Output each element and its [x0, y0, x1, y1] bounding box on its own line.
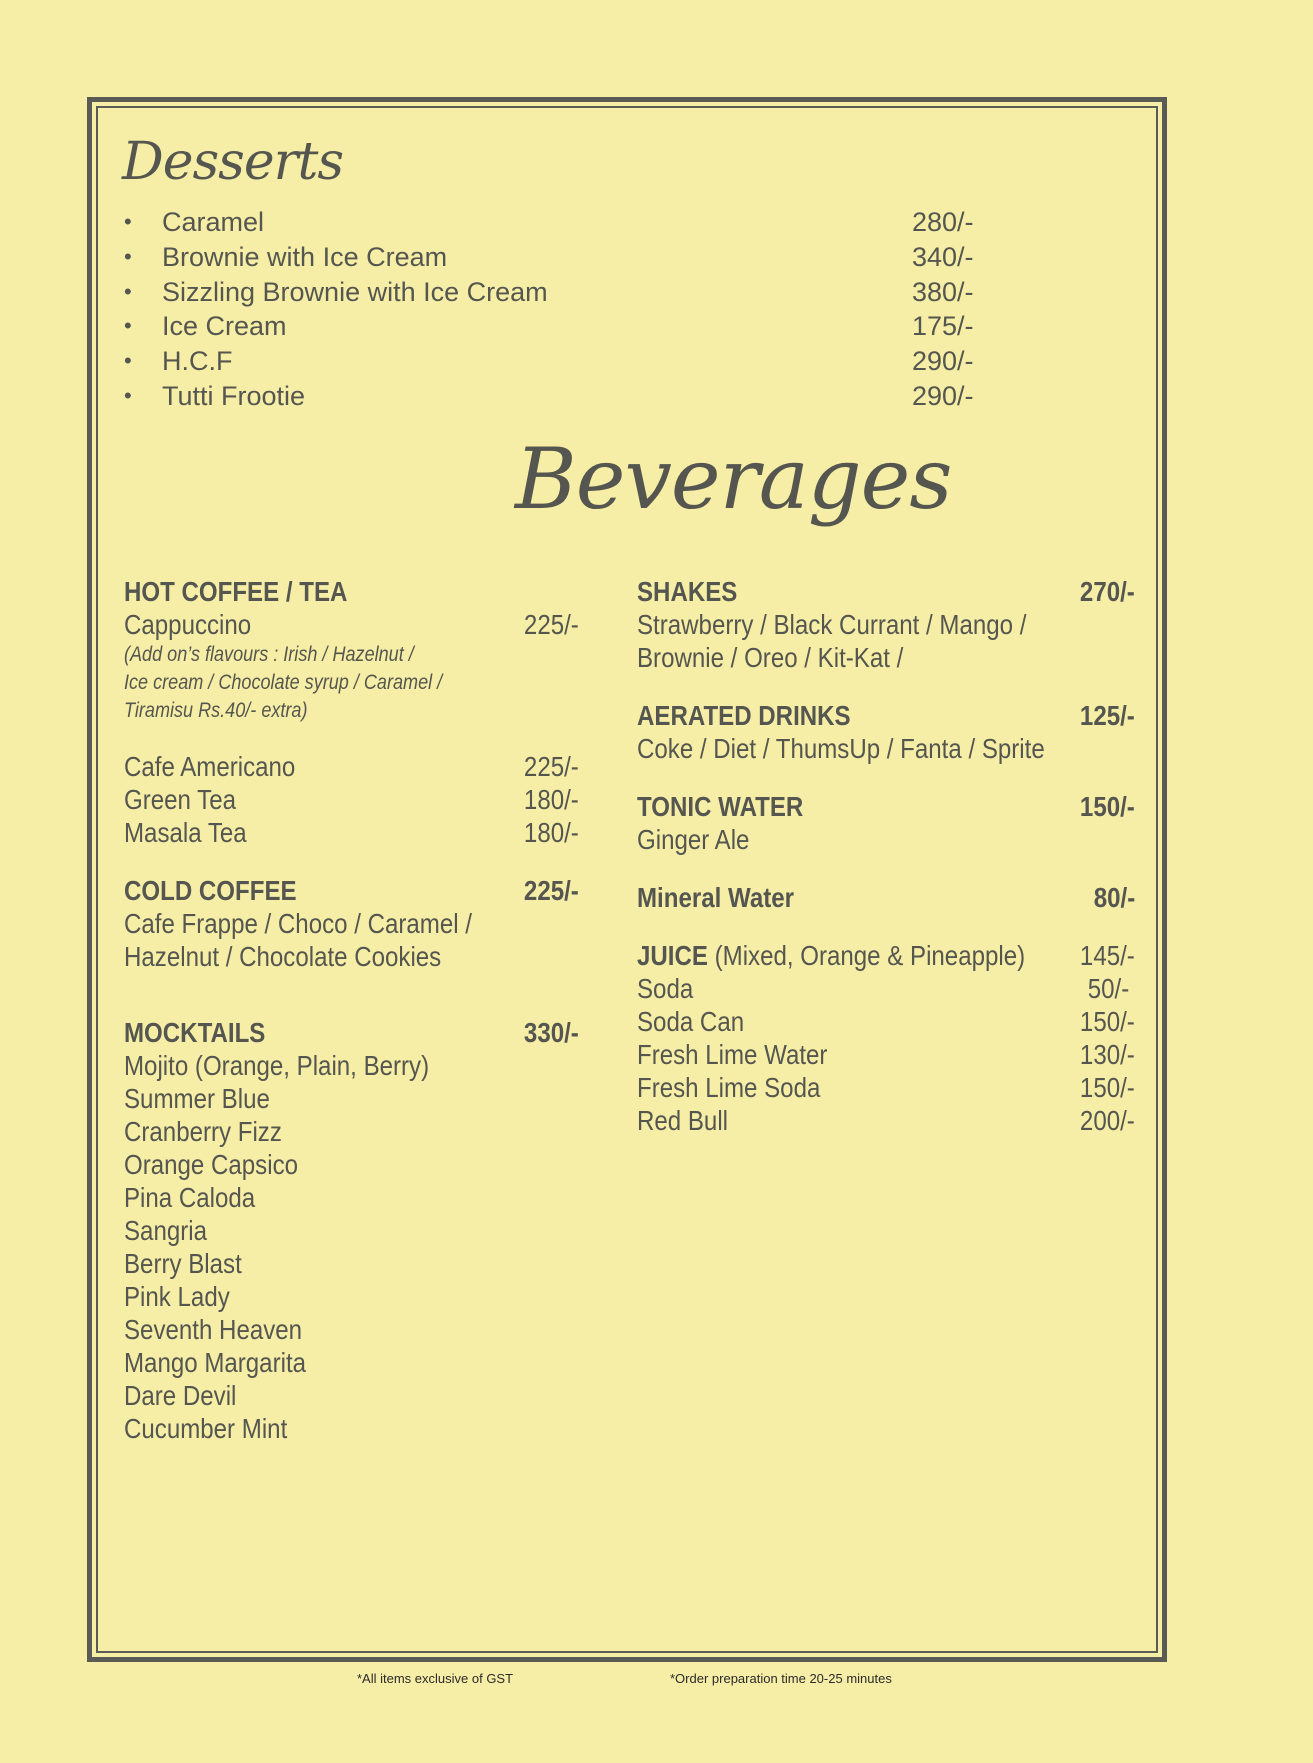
item-price: 225/- [524, 609, 579, 640]
list-item: Mojito (Orange, Plain, Berry) [124, 1050, 430, 1081]
beverages-title: Beverages [515, 430, 952, 528]
dessert-name: Sizzling Brownie with Ice Cream [162, 276, 548, 307]
list-item [124, 344, 984, 379]
menu-row: Strawberry / Black Currant / Mango / [637, 609, 1027, 640]
desserts-title: Desserts [122, 132, 344, 192]
bullet-icon: • [124, 209, 132, 234]
bullet-icon: • [124, 348, 132, 374]
item-price: 150/- [1080, 1006, 1135, 1037]
section-price: 150/- [1080, 791, 1135, 822]
section-heading-tonic: TONIC WATER 150/- [637, 791, 1135, 822]
section-heading-aerated: AERATED DRINKS 125/- [637, 700, 1135, 731]
list-item: Summer Blue [124, 1083, 270, 1114]
list-item: Cucumber Mint [124, 1413, 288, 1444]
item-name: Cafe Americano [124, 751, 296, 782]
item-price: 225/- [524, 751, 579, 782]
menu-row [637, 1071, 1135, 1104]
bullet-icon: • [124, 243, 132, 269]
menu-row [124, 816, 579, 849]
item-price: 50/- [1087, 973, 1129, 1004]
list-item [124, 309, 984, 344]
menu-row: Cafe Frappe / Choco / Caramel / [124, 908, 472, 939]
section-price: 330/- [524, 1017, 579, 1048]
item-name: Masala Tea [124, 817, 247, 848]
list-item [124, 275, 984, 310]
item-price: 150/- [1080, 1072, 1135, 1103]
list-item: Mango Margarita [124, 1347, 307, 1378]
item-name: Soda Can [637, 1006, 745, 1037]
dessert-price: 290/- [912, 346, 974, 377]
dessert-price: 290/- [912, 380, 974, 411]
dessert-price: 340/- [912, 241, 974, 272]
section-heading-mocktails: MOCKTAILS 330/- [124, 1017, 579, 1048]
menu-row [637, 1104, 1135, 1137]
addon-note: (Add on’s flavours : Irish / Hazelnut / [124, 643, 414, 666]
menu-row: Coke / Diet / ThumsUp / Fanta / Sprite [637, 733, 1045, 764]
section-price: 80/- [1093, 882, 1135, 913]
menu-row [637, 1038, 1135, 1071]
section-heading-mineral: Mineral Water 80/- [637, 882, 1135, 913]
dessert-name: H.C.F [162, 346, 233, 377]
menu-row: Brownie / Oreo / Kit-Kat / [637, 642, 904, 673]
section-price: 270/- [1080, 576, 1135, 607]
menu-row [637, 972, 1135, 1005]
menu-row: Ginger Ale [637, 824, 750, 855]
dessert-price: 175/- [912, 311, 974, 342]
bullet-icon: • [124, 382, 132, 408]
section-price: 125/- [1080, 700, 1135, 731]
menu-row [637, 1005, 1135, 1038]
dessert-price: 280/- [912, 207, 974, 237]
list-item [124, 379, 984, 414]
dessert-name: Brownie with Ice Cream [162, 241, 448, 272]
item-price: 200/- [1080, 1105, 1135, 1136]
item-price: 180/- [524, 817, 579, 848]
dessert-name: Caramel [162, 207, 265, 237]
dessert-price: 380/- [912, 276, 974, 307]
list-item: Dare Devil [124, 1380, 237, 1411]
menu-row [124, 750, 579, 783]
section-heading-hot: HOT COFFEE / TEA [124, 576, 348, 607]
section-heading-cold: COLD COFFEE 225/- [124, 875, 579, 906]
item-name: Green Tea [124, 784, 237, 815]
list-item: Pina Caloda [124, 1182, 256, 1213]
item-name: Fresh Lime Water [637, 1039, 828, 1070]
bullet-icon: • [124, 278, 132, 304]
item-name: Cappuccino [124, 609, 252, 640]
addon-note: Tiramisu Rs.40/- extra) [124, 699, 308, 722]
section-heading-juice: JUICE (Mixed, Orange & Pineapple) 145/- [637, 940, 1135, 971]
list-item [124, 240, 984, 275]
bullet-icon: • [124, 313, 132, 339]
list-item: Cranberry Fizz [124, 1116, 282, 1147]
menu-row [124, 783, 579, 816]
beverages-right-column [637, 575, 1135, 1137]
list-item: Seventh Heaven [124, 1314, 303, 1345]
dessert-name: Ice Cream [162, 311, 287, 342]
prep-time-note: *Order preparation time 20-25 minutes [670, 1671, 892, 1686]
item-price: 180/- [524, 784, 579, 815]
beverages-left-column [124, 575, 579, 1445]
list-item: Pink Lady [124, 1281, 230, 1312]
desserts-list [124, 205, 984, 414]
item-name: Fresh Lime Soda [637, 1072, 821, 1103]
list-item: Orange Capsico [124, 1149, 299, 1180]
list-item: Berry Blast [124, 1248, 242, 1279]
section-price: 145/- [1080, 940, 1135, 971]
section-heading-shakes: SHAKES 270/- [637, 576, 1135, 607]
list-item: Sangria [124, 1215, 208, 1246]
gst-note: *All items exclusive of GST [357, 1671, 514, 1686]
dessert-name: Tutti Frootie [162, 380, 306, 411]
menu-row: Hazelnut / Chocolate Cookies [124, 941, 442, 972]
list-item [124, 205, 984, 240]
item-price: 130/- [1080, 1039, 1135, 1070]
section-price: 225/- [524, 875, 579, 906]
item-name: Red Bull [637, 1105, 729, 1136]
item-name: Soda [637, 973, 694, 1004]
menu-row [124, 608, 579, 641]
addon-note: Ice cream / Chocolate syrup / Caramel / [124, 671, 443, 694]
